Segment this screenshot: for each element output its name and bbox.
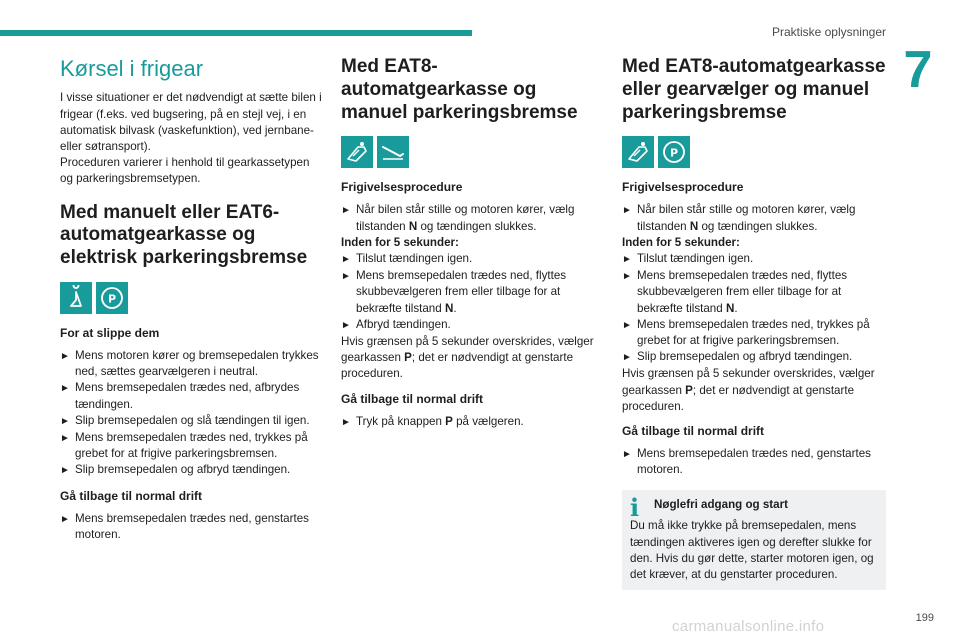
step: ► Tilslut tændingen igen. — [341, 252, 473, 265]
time-limit-label: Inden for 5 sekunder: — [341, 235, 459, 249]
icon-row — [622, 136, 886, 168]
subheading: For at slippe dem — [60, 325, 160, 340]
column-1 — [60, 56, 322, 543]
info-box — [622, 490, 886, 590]
column-2 — [341, 56, 603, 431]
step: ► Mens bremsepedalen trædes ned, trykkes på grebet for at frigive parkeringsbremsen. — [60, 430, 308, 461]
time-limit-label: Inden for 5 sekunder: — [622, 235, 740, 249]
step: ► Mens bremsepedalen trædes ned, trykkes på grebet for at frigive parkeringsbremsen. — [622, 317, 870, 348]
icon-row — [341, 136, 603, 168]
step: ► Mens bremsepedalen trædes ned, flyttes skubbevælgeren frem eller tilbage for at bekræfte tilstand N. — [622, 269, 848, 315]
intro-paragraph: Proceduren varierer i henhold til gearkassetypen og parkeringsbremsetypen. — [60, 156, 310, 186]
subheading: Frigivelsesprocedure — [341, 180, 463, 195]
column-3 — [622, 56, 886, 590]
info-icon: i — [630, 493, 640, 523]
section-heading: Med manuelt eller EAT6-automatgearkasse og elektrisk parkeringsbremse — [60, 201, 308, 269]
step: ► Slip bremsepedalen og afbryd tændingen. — [60, 463, 291, 477]
section-header: Praktiske oplysninger — [771, 25, 886, 39]
step: ► Afbryd tændingen. — [341, 317, 451, 331]
note-text: Hvis grænsen på 5 sekunder overskrides, vælger gearkassen P; det er nødvendigt at genstarte proceduren. — [341, 335, 594, 381]
section-heading: Med EAT8-automatgearkasse og manuel parkeringsbremse — [341, 56, 578, 123]
subheading: Frigivelsesprocedure — [622, 180, 744, 195]
step: ► Tilslut tændingen igen. — [622, 252, 754, 265]
section-heading: Med EAT8-automatgearkasse eller gearvælger og manuel parkeringsbremse — [622, 56, 886, 123]
icon-row — [60, 282, 322, 314]
manual-gearbox-icon — [60, 282, 92, 314]
svg-text:P: P — [669, 146, 679, 160]
step: ► Mens bremsepedalen trædes ned, genstartes motoren. — [622, 447, 871, 477]
svg-text:P: P — [107, 292, 117, 306]
automatic-gearbox-icon — [622, 136, 654, 168]
step: ► Mens bremsepedalen trædes ned, flyttes skubbevælgeren frem eller tilbage for at bekræfte tilstand N. — [341, 269, 567, 315]
step: ► Når bilen står stille og motoren kører, vælg tilstanden N og tændingen slukkes. — [341, 203, 575, 233]
page-number: 199 — [915, 612, 934, 624]
info-title: Nøglefri adgang og start — [654, 498, 788, 512]
intro-paragraph: I visse situationer er det nødvendigt at sætte bilen i frigear (f.eks. ved bugsering, på en stejl vej, i en automatisk bilvask (vaskefunktion), ved jernbane- eller søtransport). — [60, 91, 322, 153]
step: ► Slip bremsepedalen og slå tændingen til igen. — [60, 413, 310, 427]
manual-parking-brake-icon — [377, 136, 409, 168]
automatic-gearbox-icon — [341, 136, 373, 168]
electric-parking-brake-icon — [658, 136, 690, 168]
subheading: Gå tilbage til normal drift — [622, 424, 765, 439]
watermark: carmanualsonline.info — [672, 618, 825, 635]
subheading: Gå tilbage til normal drift — [341, 391, 484, 406]
step: ► Mens bremsepedalen trædes ned, genstartes motoren. — [60, 511, 309, 541]
chapter-number: 7 — [903, 41, 933, 99]
info-body: Du må ikke trykke på bremsepedalen, mens tændingen aktiveres igen og derefter slukke for den. Hvis du gør dette, starter motoren igen, og det kræver, at du genstarter proceduren. — [630, 519, 874, 582]
subheading: Gå tilbage til normal drift — [60, 488, 203, 503]
step: ► Når bilen står stille og motoren kører, vælg tilstanden N og tændingen slukkes. — [622, 203, 856, 233]
header-accent-bar — [0, 30, 472, 36]
electric-parking-brake-icon — [96, 282, 128, 314]
step: ► Mens bremsepedalen trædes ned, afbrydes tændingen. — [60, 381, 300, 411]
note-text: Hvis grænsen på 5 sekunder overskrides, vælger gearkassen P; det er nødvendigt at genstarte proceduren. — [622, 367, 875, 413]
step: ► Slip bremsepedalen og afbryd tændingen. — [622, 350, 853, 364]
step: ► Tryk på knappen P på vælgeren. — [341, 414, 524, 428]
page-title: Kørsel i frigear — [60, 56, 204, 81]
step: ► Mens motoren kører og bremsepedalen trykkes ned, sættes gearvælgeren i neutral. — [60, 348, 319, 379]
